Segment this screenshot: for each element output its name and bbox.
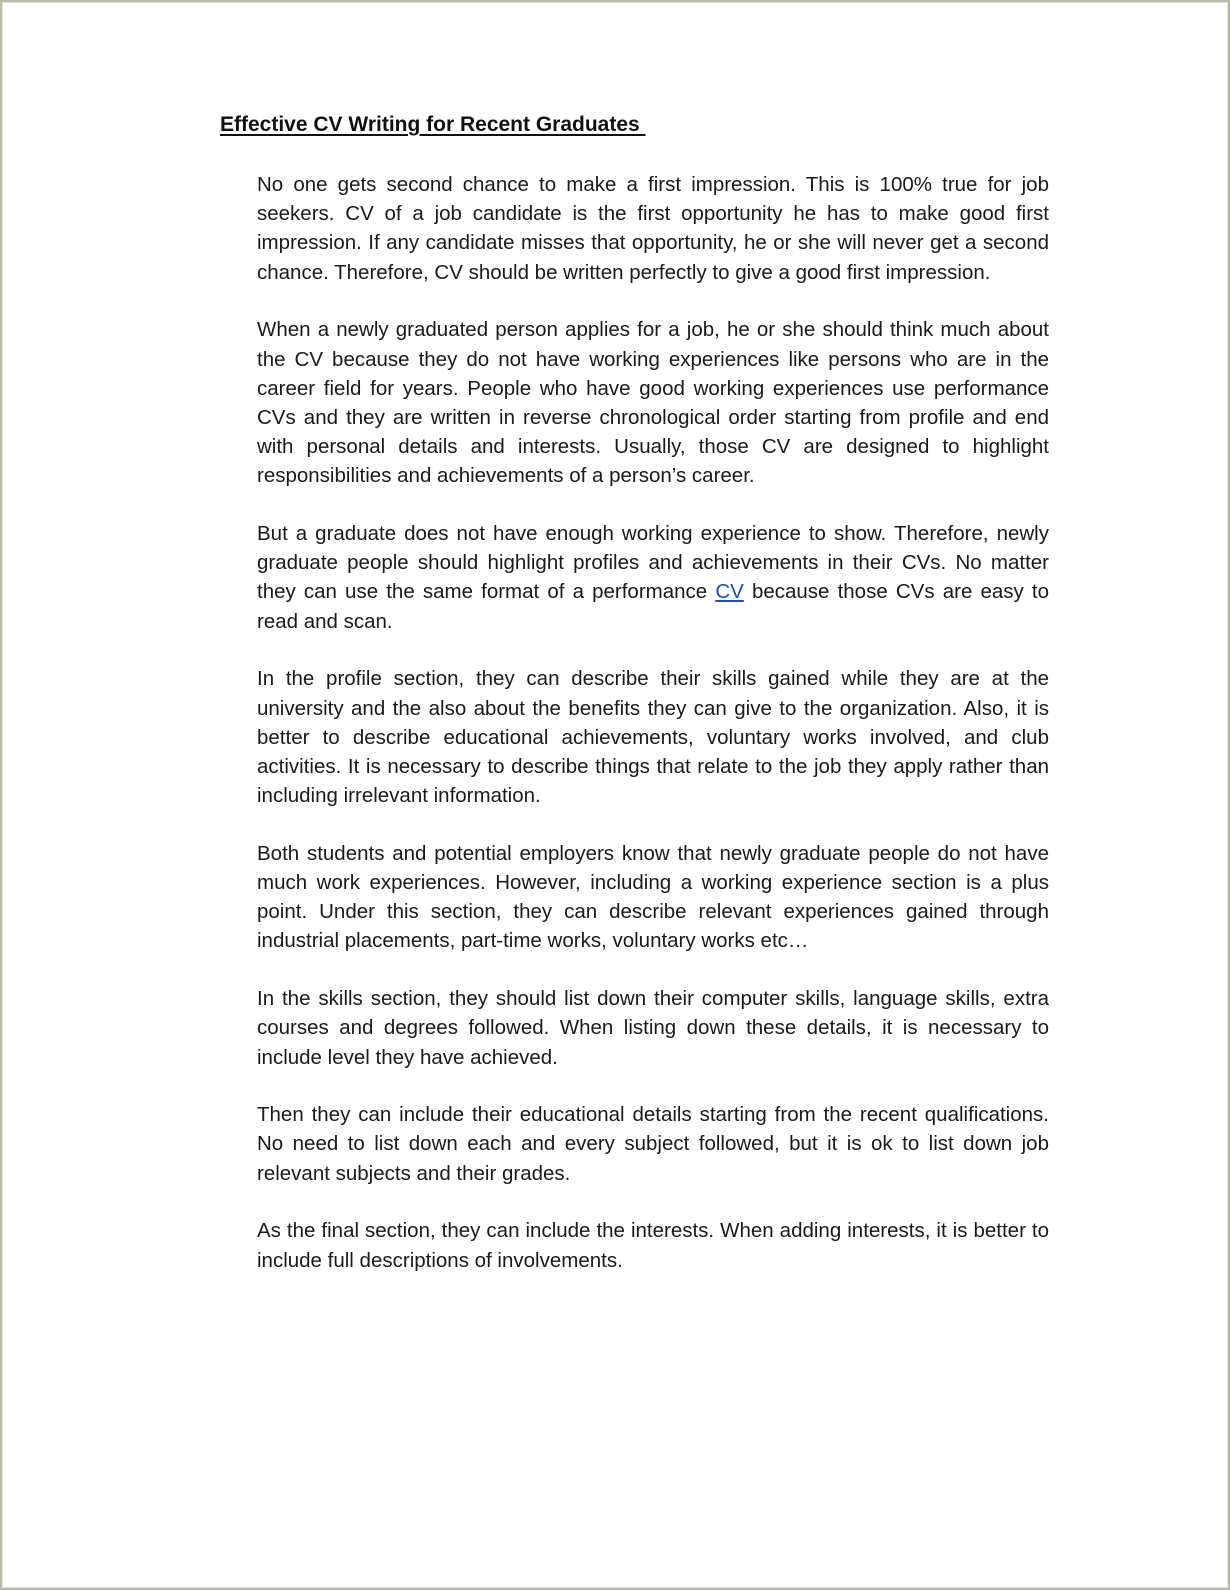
paragraph-graduate-experience xyxy=(257,519,1049,636)
paragraph-work-experience: Both students and potential employers know that newly graduate people do not have much work experiences. However, including a working experience section is a plus point. Under this section, they can describe relevant experiences gained through industrial placements, part-time works, voluntary works etc… xyxy=(257,841,1049,953)
paragraph-skills-section: In the skills section, they should list down their computer skills, language skills, extra courses and degrees followed. When listing down these details, it is necessary to include level they have achieved. xyxy=(257,987,1049,1069)
paragraph-intro: No one gets second chance to make a first impression. This is 100% true for job seekers. CV of a job candidate is the first opportunity he has to make good first impression. If any candidate misses that opportunity, he or she will never get a second chance. Therefore, CV should be written perfectly to give a good first impression. xyxy=(257,173,1049,284)
paragraph-newly-graduated: When a newly graduated person applies for a job, he or she should think much about the CV because they do not have working experiences like persons who are in the career field for years. People who have good working experiences use performance CVs and they are written in reverse chronological order starting from profile and end with personal details and interests. Usually, those CV are designed to highlight responsibilities and achievements of a person’s career. xyxy=(257,318,1049,488)
cv-link[interactable]: CV xyxy=(715,580,744,604)
paragraph-profile-section: In the profile section, they can describe their skills gained while they are at the university and the also about the benefits they can give to the organization. Also, it is better to describe educational achievements, voluntary works involved, and club activities. It is necessary to describe things that relate to the job they apply rather than including irrelevant information. xyxy=(257,667,1049,808)
document-body xyxy=(257,170,1049,1303)
paragraph-text: But a graduate does not have enough working experience to show. Therefore, newly graduate people should highlight profiles and achievements in their CVs. No matter they can use the same format of a performance xyxy=(257,522,1049,604)
paragraph-interests-section: As the final section, they can include the interests. When adding interests, it is better to include full descriptions of involvements. xyxy=(257,1219,1049,1272)
paragraph-education-section: Then they can include their educational details starting from the recent qualifications. No need to list down each and every subject followed, but it is ok to list down job relevant subjects and their grades. xyxy=(257,1103,1049,1185)
paragraph-text: because those CVs are easy to read and scan. xyxy=(257,580,1049,633)
document-title: Effective CV Writing for Recent Graduates xyxy=(220,113,646,136)
